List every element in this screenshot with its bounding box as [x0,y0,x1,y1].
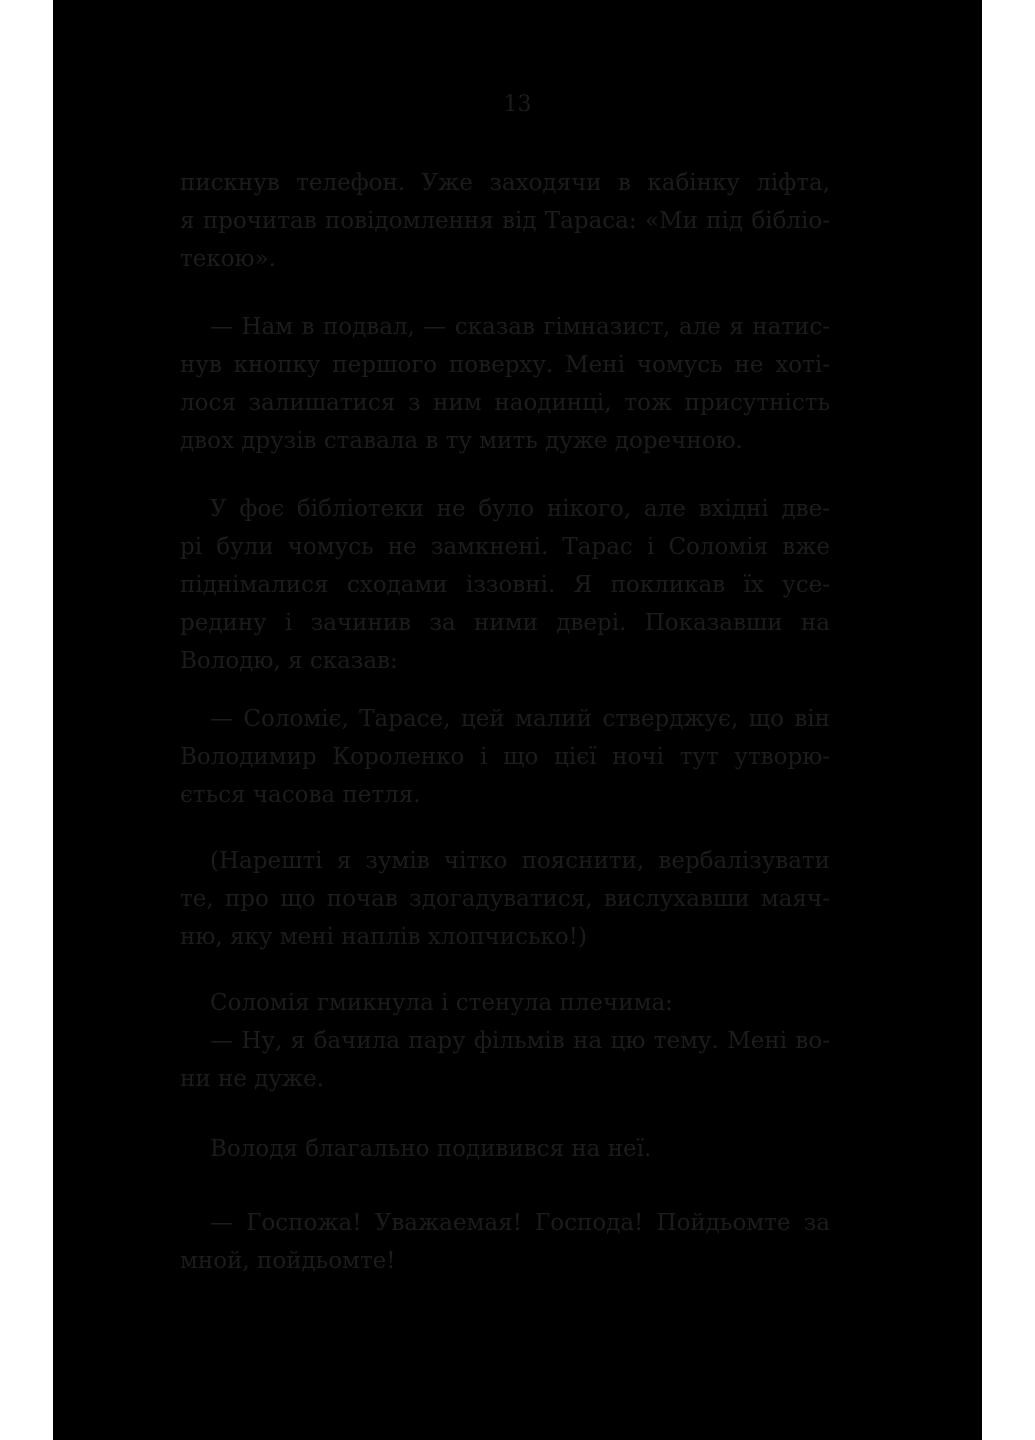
text-line: я прочитав повідомлення від Тараса: «Ми під бібліо- [180,208,830,234]
text-line: те, про що почав здогадуватися, вислухавши маяч- [180,886,830,912]
text-line: — Госпожа! Уважаемая! Господа! Пойдьомте за [210,1210,830,1236]
text-line: Соломія гмикнула і стенула плечима: [210,990,673,1016]
paragraph-2 [180,308,830,460]
text-line: текою». [180,246,276,272]
text-line: — Ну, я бачила пару фільмів на цю тему. Мені во- [210,1028,830,1054]
page-number: 13 [503,92,532,117]
text-line: ню, яку мені наплів хлопчисько!) [180,924,587,950]
text-line: нув кнопку першого поверху. Мені чомусь не хотi- [180,352,830,378]
paragraph-7 [180,1130,830,1168]
text-line: редину і зачинив за ними двері. Показавши на [180,610,830,636]
text-line: пискнув телефон. Уже заходячи в кабінку ліфта, [180,170,830,196]
paragraph-8 [180,1204,830,1280]
text-line: ється часова петля. [180,782,421,808]
text-line: Володю, я сказав: [180,648,398,674]
text-line: (Нарешті я зумів чітко пояснити, вербалізувати [210,848,830,874]
text-line: — Нам в подвал, — сказав гімназист, але я натис- [210,314,830,340]
text-line: піднімалися сходами іззовні. Я покликав їх усе- [180,572,830,598]
text-line: Володя благально подивився на неї. [210,1136,652,1162]
text-line: лося залишатися з ним наодинці, тож присутність [180,390,830,416]
text-line: — Соломіє, Тарасе, цей малий стверджує, що він [210,706,830,732]
text-line: У фоє бібліотеки не було нікого, але вхідні две- [210,496,830,522]
paragraph-5 [180,842,830,956]
paragraph-1 [180,164,830,278]
text-line: двох друзів ставала в ту мить дуже доречною. [180,428,743,454]
text-line: ни не дуже. [180,1066,324,1092]
paragraph-4 [180,700,830,814]
text-line: рі були чомусь не замкнені. Тарас і Соломія вже [180,534,830,560]
text-line: мной, пойдьомте! [180,1248,396,1274]
paragraph-3 [180,490,830,680]
text-line: Володимир Короленко і що цієї ночі тут утворю- [180,744,830,770]
paragraph-6 [180,984,830,1098]
